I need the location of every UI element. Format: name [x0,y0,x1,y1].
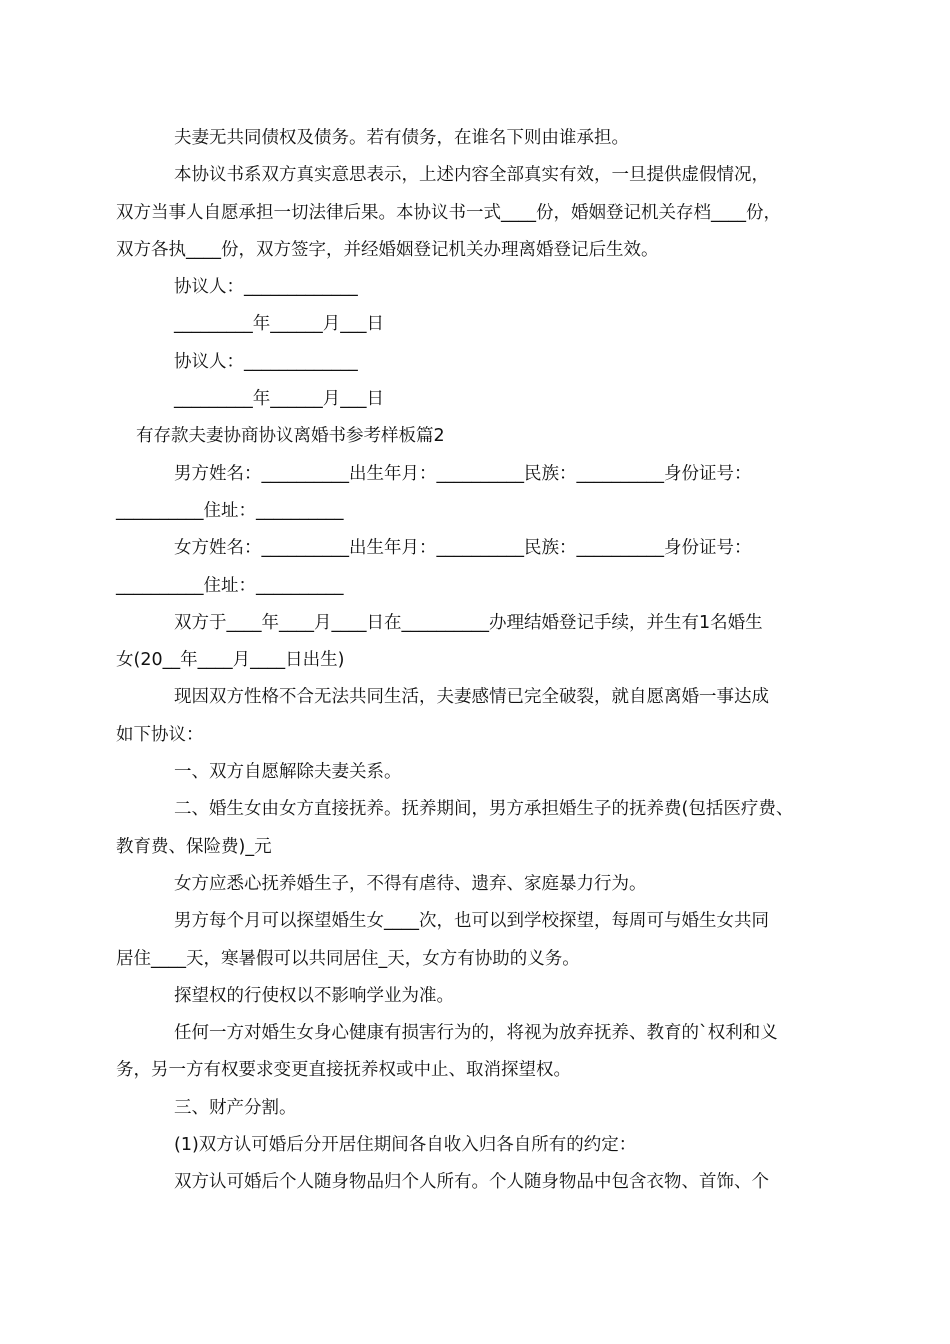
text-line: 教育费、保险费)_元 [116,836,272,857]
text-line: __________住址：__________ [116,500,344,521]
text-line: 女方姓名：__________出生年月：__________民族：__________身份证号： [174,538,752,559]
text-line: 双方于____年____月____日在__________办理结婚登记手续，并生有1名婚生 [174,612,763,633]
document-page [116,120,856,1202]
date-line: _________年______月___日 [174,389,384,410]
section-heading: 有存款夫妻协商协议离婚书参考样板篇2 [136,426,445,447]
text-line: 现因双方性格不合无法共同生活，夫妻感情已完全破裂，就自愿离婚一事达成 [174,687,769,708]
signature-line: 协议人：_____________ [174,351,358,372]
clause-line: 一、双方自愿解除夫妻关系。 [174,762,402,783]
text-line: 务，另一方有权要求变更直接抚养权或中止、取消探望权。 [116,1060,571,1081]
text-line: 夫妻无共同债权及债务。若有债务，在谁名下则由谁承担。 [174,128,629,148]
text-line: 双方认可婚后个人随身物品归个人所有。个人随身物品中包含衣物、首饰、个 [174,1172,769,1193]
text-line: 探望权的行使权以不影响学业为准。 [174,985,454,1006]
text-line: 男方姓名：__________出生年月：__________民族：__________身份证号： [174,463,752,484]
text-line: (1)双方认可婚后分开居住期间各自收入归各自所有的约定： [174,1135,637,1156]
signature-line: 协议人：_____________ [174,277,358,298]
text-line: 本协议书系双方真实意思表示，上述内容全部真实有效，一旦提供虚假情况， [174,165,769,186]
text-line: 双方当事人自愿承担一切法律后果。本协议书一式____份，婚姻登记机关存档____份， [116,202,781,223]
text-line: 女(20__年____月____日出生) [116,650,345,671]
clause-line: 三、财产分割。 [174,1097,297,1118]
text-line: 双方各执____份，双方签字，并经婚姻登记机关办理离婚登记后生效。 [116,239,659,260]
text-line: 男方每个月可以探望婚生女____次，也可以到学校探望，每周可与婚生女共同 [174,911,769,932]
text-line: 女方应悉心抚养婚生子，不得有虐待、遗弃、家庭暴力行为。 [174,873,647,894]
text-line: 任何一方对婚生女身心健康有损害行为的，将视为放弃抚养、教育的`权利和义 [174,1023,778,1044]
clause-line: 二、婚生女由女方直接抚养。抚养期间，男方承担婚生子的抚养费(包括医疗费、 [174,799,794,820]
text-line: 居住____天，寒暑假可以共同居住_天，女方有协助的义务。 [116,948,580,969]
text-line: 如下协议： [116,724,204,745]
text-line: __________住址：__________ [116,575,344,596]
date-line: _________年______月___日 [174,314,384,335]
